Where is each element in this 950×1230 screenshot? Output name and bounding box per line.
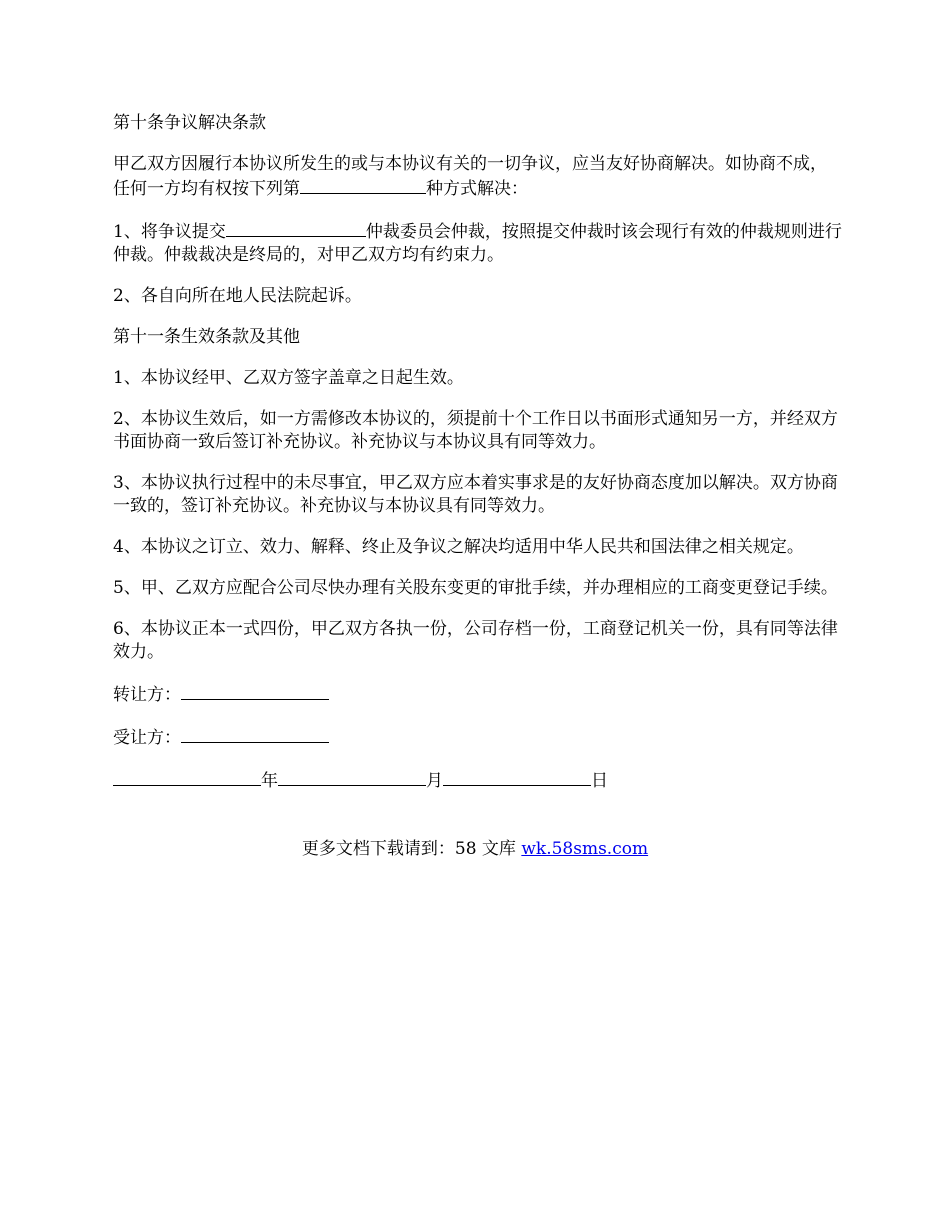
arbitration-committee-blank xyxy=(226,219,366,237)
article-10-title: 第十条争议解决条款 xyxy=(113,113,266,133)
article-11-item-1: 1、本协议经甲、乙双方签字盖章之日起生效。 xyxy=(113,368,464,388)
article-10-item-1-text-2: 仲裁委员会仲裁，按照提交仲裁时该会现行有效的仲裁规则进行仲裁。仲裁裁决是终局的，对甲乙双方均有约束力。 xyxy=(113,222,842,265)
transferor-signature-line xyxy=(113,682,843,707)
transferor-label: 转让方： xyxy=(113,685,181,705)
footer-text: 更多文档下载请到：58 文库 xyxy=(301,839,522,859)
article-11-item-6: 6、本协议正本一式四份，甲乙双方各执一份，公司存档一份，工商登记机关一份，具有同等法律效力。 xyxy=(113,619,838,662)
transferee-signature-line xyxy=(113,725,843,750)
day-blank xyxy=(443,768,591,786)
year-label: 年 xyxy=(261,771,278,791)
document-body xyxy=(113,112,843,811)
article-11-item-4: 4、本协议之订立、效力、解释、终止及争议之解决均适用中华人民共和国法律之相关规定。 xyxy=(113,537,804,557)
year-blank xyxy=(113,768,261,786)
download-footer xyxy=(0,838,950,861)
month-label: 月 xyxy=(426,771,443,791)
article-10-item-1 xyxy=(113,219,843,267)
article-10-intro-text-2: 种方式解决： xyxy=(426,179,528,199)
transferor-blank xyxy=(181,682,329,700)
date-line xyxy=(113,768,843,793)
article-11-item-3: 3、本协议执行过程中的未尽事宜，甲乙双方应本着实事求是的友好协商态度加以解决。双方协商一致的，签订补充协议。补充协议与本协议具有同等效力。 xyxy=(113,473,838,516)
article-11-item-5: 5、甲、乙双方应配合公司尽快办理有关股东变更的审批手续，并办理相应的工商变更登记手续。 xyxy=(113,578,838,598)
footer-link[interactable]: wk.58sms.com xyxy=(521,839,649,859)
article-10-item-1-text-1: 1、将争议提交 xyxy=(113,222,226,242)
transferee-blank xyxy=(181,725,329,743)
article-11-item-2: 2、本协议生效后，如一方需修改本协议的，须提前十个工作日以书面形式通知另一方，并经双方书面协商一致后签订补充协议。补充协议与本协议具有同等效力。 xyxy=(113,409,838,452)
day-label: 日 xyxy=(591,771,608,791)
article-10-intro-text-1: 甲乙双方因履行本协议所发生的或与本协议有关的一切争议，应当友好协商解决。如协商不成，任何一方均有权按下列第 xyxy=(113,154,827,199)
transferee-label: 受让方： xyxy=(113,728,181,748)
method-number-blank xyxy=(300,176,426,194)
article-11-title: 第十一条生效条款及其他 xyxy=(113,327,300,347)
article-10-item-2: 2、各自向所在地人民法院起诉。 xyxy=(113,286,362,306)
month-blank xyxy=(278,768,426,786)
article-10-intro xyxy=(113,153,843,201)
